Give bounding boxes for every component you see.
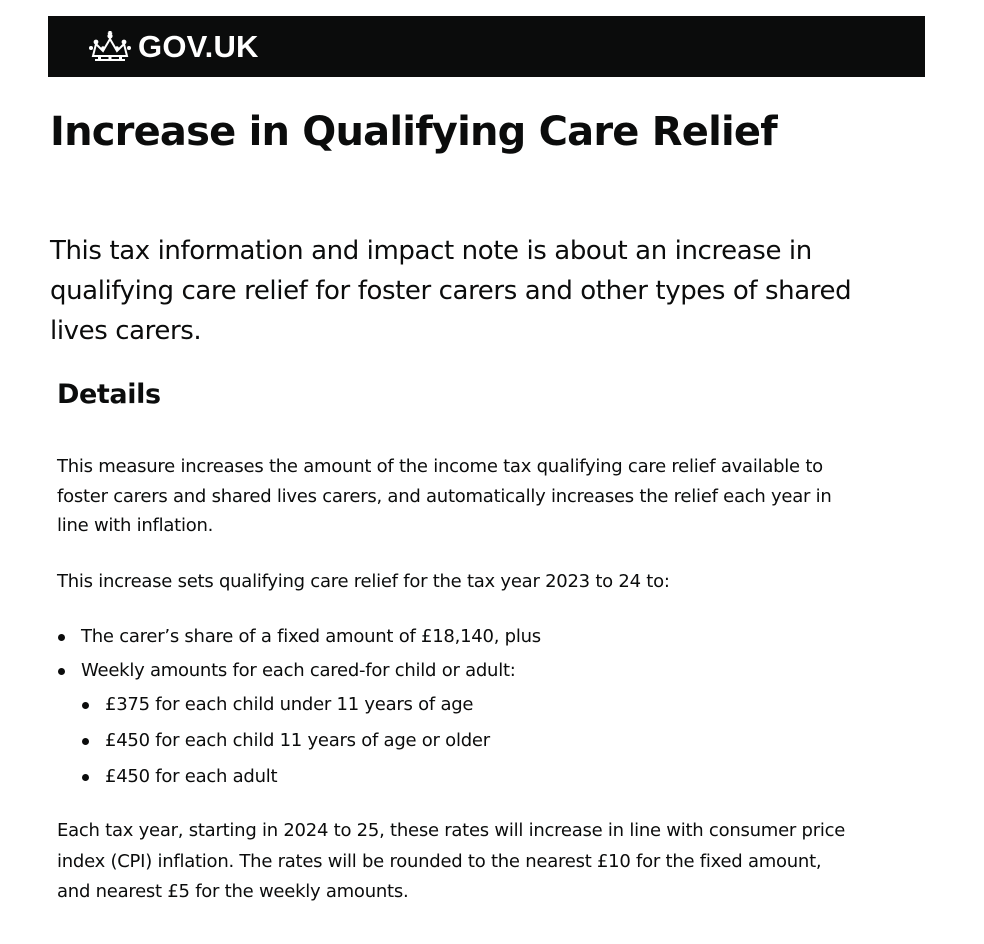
details-paragraph-cpi: Each tax year, starting in 2024 to 25, these rates will increase in line with consumer price index (CPI) inflation. The rates will be rounded to the nearest £10 for the fixed amount, and nearest £5 for the weekly amounts. bbox=[57, 820, 846, 902]
details-heading: Details bbox=[57, 379, 161, 410]
relief-bullet-list bbox=[57, 621, 857, 797]
details-paragraph-measure: This measure increases the amount of the income tax qualifying care relief available to foster carers and shared lives carers, and automatically increases the relief each year in line with inflation. bbox=[57, 456, 832, 536]
govuk-header bbox=[48, 16, 925, 77]
govuk-logo-text: GOV.UK bbox=[138, 29, 259, 64]
sub-list-item: £375 for each child under 11 years of age bbox=[81, 687, 857, 723]
page-lead-summary: This tax information and impact note is about an increase in qualifying care relief for foster carers and other types of shared lives carers. bbox=[50, 236, 852, 346]
sub-list-item: £450 for each adult bbox=[81, 759, 857, 795]
sub-list-item: £450 for each child 11 years of age or older bbox=[81, 723, 857, 759]
list-item-label: Weekly amounts for each cared-for child or adult: bbox=[81, 660, 516, 681]
page-title: Increase in Qualifying Care Relief bbox=[50, 109, 777, 155]
details-paragraph-increase: This increase sets qualifying care relief for the tax year 2023 to 24 to: bbox=[57, 571, 670, 592]
govuk-logo-link[interactable] bbox=[88, 31, 259, 63]
list-item-weekly bbox=[57, 655, 857, 795]
list-item: The carer’s share of a fixed amount of £18,140, plus bbox=[57, 621, 857, 653]
weekly-amounts-list bbox=[81, 687, 857, 795]
crown-icon bbox=[88, 31, 132, 63]
